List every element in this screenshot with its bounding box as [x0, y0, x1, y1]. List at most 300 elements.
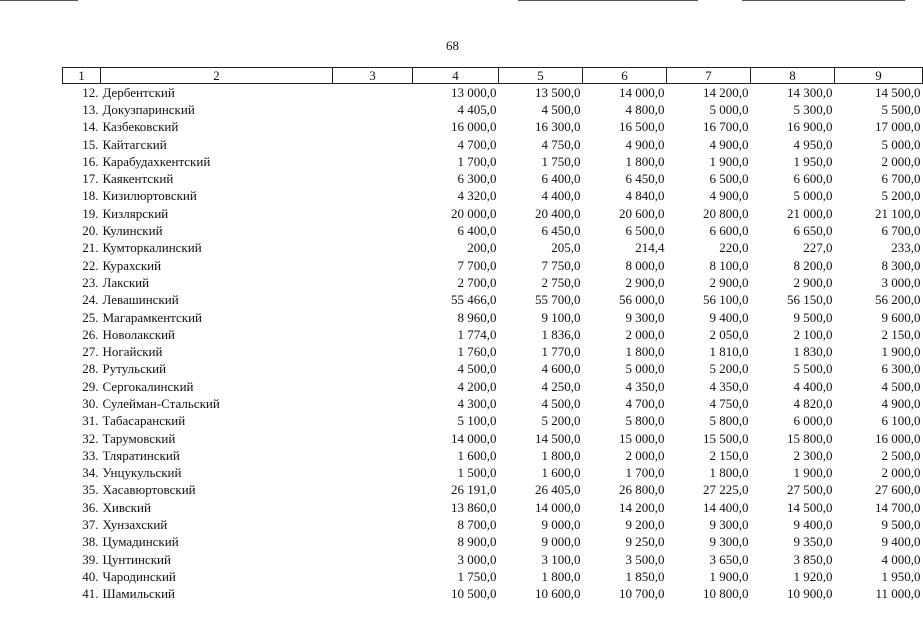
value-cell: 13 000,0: [451, 84, 497, 100]
district-name: Тляратинский: [102, 447, 180, 463]
value-cell: 14 200,0: [619, 499, 665, 515]
table-row: [63, 343, 923, 360]
district-name: Кулинский: [102, 223, 163, 239]
value-cell: 3 000,0: [881, 274, 921, 290]
value-cell: 9 300,0: [709, 517, 749, 533]
value-cell: 2 050,0: [709, 326, 749, 342]
empty-cell: [333, 84, 413, 102]
value-cell: 6 700,0: [881, 171, 921, 187]
table-row: [63, 413, 923, 430]
value-cell: 56 200,0: [875, 292, 921, 308]
empty-cell: [333, 499, 413, 516]
value-cell: 4 000,0: [881, 551, 921, 567]
table-row: [63, 136, 923, 153]
value-cell: 5 000,0: [625, 361, 665, 377]
value-cell: 14 200,0: [703, 84, 749, 100]
value-cell: 6 400,0: [457, 223, 497, 239]
row-number: 28.: [82, 361, 99, 377]
district-name: Кайтагский: [102, 136, 167, 152]
value-cell: 10 500,0: [451, 586, 497, 602]
table-row: [63, 188, 923, 205]
empty-cell: [333, 482, 413, 499]
value-cell: 6 300,0: [457, 171, 497, 187]
value-cell: 6 600,0: [793, 171, 833, 187]
table-row: [63, 586, 923, 603]
value-cell: 1 800,0: [625, 153, 665, 169]
value-cell: 2 000,0: [625, 447, 665, 463]
page-number: 68: [446, 38, 459, 53]
district-name: Кумторкалинский: [102, 240, 202, 256]
column-header: 8: [751, 68, 835, 84]
value-cell: 2 500,0: [881, 447, 921, 463]
value-cell: 7 750,0: [541, 257, 581, 273]
empty-cell: [333, 101, 413, 118]
value-cell: 21 000,0: [787, 205, 833, 221]
value-cell: 8 900,0: [457, 534, 497, 550]
value-cell: 27 500,0: [787, 482, 833, 498]
value-cell: 4 900,0: [625, 136, 665, 152]
value-cell: 1 836,0: [541, 326, 581, 342]
value-cell: 3 850,0: [793, 551, 833, 567]
column-header: 3: [333, 68, 413, 84]
empty-cell: [333, 274, 413, 291]
scan-edge-line: [742, 0, 905, 1]
value-cell: 55 466,0: [451, 292, 497, 308]
district-name: Шамильский: [102, 586, 175, 602]
value-cell: 27 600,0: [875, 482, 921, 498]
value-cell: 4 250,0: [541, 378, 581, 394]
table-row: [63, 361, 923, 378]
district-name: Сулейман-Стальский: [102, 395, 220, 411]
value-cell: 26 405,0: [535, 482, 581, 498]
value-cell: 8 100,0: [709, 257, 749, 273]
value-cell: 1 750,0: [457, 568, 497, 584]
empty-cell: [333, 257, 413, 274]
value-cell: 2 300,0: [793, 447, 833, 463]
value-cell: 9 200,0: [625, 517, 665, 533]
value-cell: 3 650,0: [709, 551, 749, 567]
value-cell: 4 900,0: [881, 395, 921, 411]
value-cell: 9 400,0: [709, 309, 749, 325]
value-cell: 6 600,0: [709, 223, 749, 239]
table-row: [63, 534, 923, 551]
value-cell: 4 950,0: [793, 136, 833, 152]
value-cell: 4 820,0: [793, 395, 833, 411]
value-cell: 9 100,0: [541, 309, 581, 325]
value-cell: 2 700,0: [457, 274, 497, 290]
value-cell: 16 300,0: [535, 119, 581, 135]
value-cell: 7 700,0: [457, 257, 497, 273]
value-cell: 9 300,0: [709, 534, 749, 550]
district-name: Кизилюртовский: [102, 188, 197, 204]
value-cell: 16 000,0: [875, 430, 921, 446]
table-row: [63, 326, 923, 343]
value-cell: 13 860,0: [451, 499, 497, 515]
value-cell: 233,0: [891, 240, 921, 256]
value-cell: 20 000,0: [451, 205, 497, 221]
table-row: [63, 153, 923, 170]
value-cell: 9 600,0: [881, 309, 921, 325]
value-cell: 8 300,0: [881, 257, 921, 273]
empty-cell: [333, 240, 413, 257]
value-cell: 55 700,0: [535, 292, 581, 308]
district-name: Докузпаринский: [102, 101, 195, 117]
row-number: 13.: [82, 101, 99, 117]
value-cell: 4 200,0: [457, 378, 497, 394]
value-cell: 56 100,0: [703, 292, 749, 308]
district-name: Сергокалинский: [102, 378, 194, 394]
value-cell: 9 500,0: [881, 517, 921, 533]
district-name: Хасавюртовский: [102, 482, 196, 498]
empty-cell: [333, 292, 413, 309]
value-cell: 5 000,0: [881, 136, 921, 152]
value-cell: 3 000,0: [457, 551, 497, 567]
value-cell: 1 950,0: [793, 153, 833, 169]
row-number: 34.: [82, 465, 99, 481]
value-cell: 16 700,0: [703, 119, 749, 135]
row-number: 31.: [82, 413, 99, 429]
value-cell: 6 450,0: [541, 223, 581, 239]
value-cell: 10 900,0: [787, 586, 833, 602]
table-row: [63, 101, 923, 118]
table-row: [63, 430, 923, 447]
value-cell: 6 700,0: [881, 223, 921, 239]
value-cell: 3 100,0: [541, 551, 581, 567]
value-cell: 14 500,0: [787, 499, 833, 515]
value-cell: 6 300,0: [881, 361, 921, 377]
row-number: 41.: [82, 586, 99, 602]
table-row: [63, 257, 923, 274]
value-cell: 2 750,0: [541, 274, 581, 290]
row-number: 23.: [82, 274, 99, 290]
value-cell: 27 225,0: [703, 482, 749, 498]
district-name: Лакский: [102, 274, 150, 290]
value-cell: 8 700,0: [457, 517, 497, 533]
row-number: 26.: [82, 326, 99, 342]
table-row: [63, 447, 923, 464]
value-cell: 9 000,0: [541, 517, 581, 533]
empty-cell: [333, 153, 413, 170]
row-number: 20.: [82, 223, 99, 239]
row-number: 19.: [82, 205, 99, 221]
row-number: 30.: [82, 395, 99, 411]
empty-cell: [333, 119, 413, 136]
value-cell: 205,0: [551, 240, 581, 256]
value-cell: 4 700,0: [625, 395, 665, 411]
value-cell: 17 000,0: [875, 119, 921, 135]
value-cell: 5 800,0: [709, 413, 749, 429]
row-number: 24.: [82, 292, 99, 308]
scan-edge-line: [518, 0, 698, 1]
value-cell: 1 900,0: [881, 344, 921, 360]
value-cell: 2 900,0: [793, 274, 833, 290]
value-cell: 6 650,0: [793, 223, 833, 239]
value-cell: 6 400,0: [541, 171, 581, 187]
value-cell: 1 920,0: [793, 568, 833, 584]
row-number: 29.: [82, 378, 99, 394]
table-row: [63, 551, 923, 568]
value-cell: 1 810,0: [709, 344, 749, 360]
table-row: [63, 170, 923, 187]
value-cell: 16 900,0: [787, 119, 833, 135]
table-row: [63, 205, 923, 222]
value-cell: 1 500,0: [457, 465, 497, 481]
row-number: 33.: [82, 447, 99, 463]
district-name: Кизлярский: [102, 205, 169, 221]
value-cell: 1 760,0: [457, 344, 497, 360]
value-cell: 9 500,0: [793, 309, 833, 325]
value-cell: 5 200,0: [541, 413, 581, 429]
row-number: 39.: [82, 551, 99, 567]
value-cell: 4 600,0: [541, 361, 581, 377]
value-cell: 2 100,0: [793, 326, 833, 342]
value-cell: 4 300,0: [457, 395, 497, 411]
district-name: Магарамкентский: [102, 309, 202, 325]
district-name: Тарумовский: [102, 430, 176, 446]
value-cell: 4 320,0: [457, 188, 497, 204]
row-number: 21.: [82, 240, 99, 256]
empty-cell: [333, 568, 413, 585]
value-cell: 1 700,0: [457, 153, 497, 169]
empty-cell: [333, 465, 413, 482]
value-cell: 214,4: [635, 240, 665, 256]
column-header: 9: [835, 68, 923, 84]
value-cell: 4 840,0: [625, 188, 665, 204]
value-cell: 6 100,0: [881, 413, 921, 429]
row-number: 18.: [82, 188, 99, 204]
empty-cell: [333, 413, 413, 430]
row-number: 35.: [82, 482, 99, 498]
value-cell: 5 200,0: [881, 188, 921, 204]
value-cell: 2 900,0: [625, 274, 665, 290]
column-header: 7: [667, 68, 751, 84]
value-cell: 11 000,0: [875, 586, 921, 602]
scan-edge-line: [0, 0, 78, 1]
table-row: [63, 395, 923, 412]
empty-cell: [333, 447, 413, 464]
value-cell: 5 200,0: [709, 361, 749, 377]
value-cell: 56 150,0: [787, 292, 833, 308]
district-name: Дербентский: [102, 84, 175, 100]
value-cell: 2 150,0: [881, 326, 921, 342]
row-number: 36.: [82, 499, 99, 515]
value-cell: 8 000,0: [625, 257, 665, 273]
table-row: [63, 222, 923, 239]
column-header: 6: [583, 68, 667, 84]
value-cell: 4 400,0: [541, 188, 581, 204]
value-cell: 8 960,0: [457, 309, 497, 325]
value-cell: 56 000,0: [619, 292, 665, 308]
value-cell: 4 700,0: [457, 136, 497, 152]
value-cell: 13 500,0: [535, 84, 581, 100]
district-name: Рутульский: [102, 361, 167, 377]
value-cell: 4 900,0: [709, 188, 749, 204]
value-cell: 14 000,0: [451, 430, 497, 446]
value-cell: 10 600,0: [535, 586, 581, 602]
district-name: Карабудахкентский: [102, 153, 211, 169]
value-cell: 6 450,0: [625, 171, 665, 187]
value-cell: 15 500,0: [703, 430, 749, 446]
empty-cell: [333, 430, 413, 447]
value-cell: 4 750,0: [709, 395, 749, 411]
value-cell: 14 400,0: [703, 499, 749, 515]
district-name: Новолакский: [102, 326, 176, 342]
value-cell: 1 800,0: [709, 465, 749, 481]
row-number: 27.: [82, 344, 99, 360]
district-name: Курахский: [102, 257, 162, 273]
empty-cell: [333, 205, 413, 222]
value-cell: 1 774,0: [457, 326, 497, 342]
value-cell: 9 250,0: [625, 534, 665, 550]
value-cell: 8 200,0: [793, 257, 833, 273]
column-header: 4: [413, 68, 499, 84]
value-cell: 1 950,0: [881, 568, 921, 584]
value-cell: 15 000,0: [619, 430, 665, 446]
table-body: [63, 84, 923, 603]
value-cell: 4 500,0: [457, 361, 497, 377]
value-cell: 4 900,0: [709, 136, 749, 152]
value-cell: 2 900,0: [709, 274, 749, 290]
value-cell: 5 500,0: [881, 101, 921, 117]
row-number: 17.: [82, 171, 99, 187]
value-cell: 1 800,0: [625, 344, 665, 360]
empty-cell: [333, 343, 413, 360]
value-cell: 4 500,0: [541, 395, 581, 411]
district-name: Каякентский: [102, 171, 174, 187]
value-cell: 1 900,0: [709, 568, 749, 584]
table-row: [63, 119, 923, 136]
row-number: 40.: [82, 568, 99, 584]
table-row: [63, 309, 923, 326]
empty-cell: [333, 326, 413, 343]
empty-cell: [333, 395, 413, 412]
table-row: [63, 274, 923, 291]
value-cell: 2 000,0: [881, 153, 921, 169]
district-name: Цунтинский: [102, 551, 171, 567]
empty-cell: [333, 516, 413, 533]
empty-cell: [333, 378, 413, 395]
value-cell: 1 600,0: [541, 465, 581, 481]
empty-cell: [333, 222, 413, 239]
value-cell: 4 750,0: [541, 136, 581, 152]
empty-cell: [333, 188, 413, 205]
district-name: Цумадинский: [102, 534, 179, 550]
value-cell: 9 400,0: [793, 517, 833, 533]
value-cell: 4 350,0: [709, 378, 749, 394]
value-cell: 1 800,0: [541, 568, 581, 584]
value-cell: 14 300,0: [787, 84, 833, 100]
value-cell: 227,0: [803, 240, 833, 256]
value-cell: 1 600,0: [457, 447, 497, 463]
empty-cell: [333, 551, 413, 568]
table-row: [63, 568, 923, 585]
table-row: [63, 240, 923, 257]
value-cell: 1 830,0: [793, 344, 833, 360]
district-name: Хунзахский: [102, 517, 168, 533]
empty-cell: [333, 170, 413, 187]
district-name: Чародинский: [102, 568, 176, 584]
value-cell: 5 300,0: [793, 101, 833, 117]
table-row: [63, 378, 923, 395]
row-number: 15.: [82, 136, 99, 152]
row-number: 22.: [82, 257, 99, 273]
district-name: Ногайский: [102, 344, 163, 360]
empty-cell: [333, 136, 413, 153]
value-cell: 14 500,0: [535, 430, 581, 446]
value-cell: 10 700,0: [619, 586, 665, 602]
value-cell: 5 000,0: [793, 188, 833, 204]
value-cell: 4 400,0: [793, 378, 833, 394]
value-cell: 5 100,0: [457, 413, 497, 429]
empty-cell: [333, 309, 413, 326]
value-cell: 4 800,0: [625, 101, 665, 117]
value-cell: 10 800,0: [703, 586, 749, 602]
value-cell: 20 800,0: [703, 205, 749, 221]
column-header: 2: [101, 68, 333, 84]
table-row: [63, 499, 923, 516]
value-cell: 6 500,0: [709, 171, 749, 187]
value-cell: 2 150,0: [709, 447, 749, 463]
column-header: 1: [63, 68, 101, 84]
row-number: 12.: [82, 84, 99, 100]
value-cell: 1 900,0: [709, 153, 749, 169]
row-number: 25.: [82, 309, 99, 325]
value-cell: 5 000,0: [709, 101, 749, 117]
district-name: Унцукульский: [102, 465, 182, 481]
value-cell: 1 750,0: [541, 153, 581, 169]
value-cell: 14 000,0: [535, 499, 581, 515]
row-number: 37.: [82, 517, 99, 533]
value-cell: 9 300,0: [625, 309, 665, 325]
value-cell: 1 900,0: [793, 465, 833, 481]
value-cell: 4 350,0: [625, 378, 665, 394]
value-cell: 220,0: [719, 240, 749, 256]
value-cell: 20 600,0: [619, 205, 665, 221]
value-cell: 3 500,0: [625, 551, 665, 567]
district-name: Хивский: [102, 499, 151, 515]
data-table: [62, 67, 923, 603]
table-row: [63, 482, 923, 499]
value-cell: 2 000,0: [881, 465, 921, 481]
empty-cell: [333, 361, 413, 378]
value-cell: 21 100,0: [875, 205, 921, 221]
table-row: [63, 84, 923, 102]
value-cell: 1 700,0: [625, 465, 665, 481]
empty-cell: [333, 586, 413, 603]
value-cell: 1 850,0: [625, 568, 665, 584]
value-cell: 6 000,0: [793, 413, 833, 429]
value-cell: 2 000,0: [625, 326, 665, 342]
header-row: [63, 68, 923, 84]
empty-cell: [333, 534, 413, 551]
district-name: Табасаранский: [102, 413, 186, 429]
row-number: 38.: [82, 534, 99, 550]
value-cell: 14 500,0: [875, 84, 921, 100]
table-row: [63, 516, 923, 533]
value-cell: 26 191,0: [451, 482, 497, 498]
value-cell: 16 000,0: [451, 119, 497, 135]
value-cell: 5 800,0: [625, 413, 665, 429]
column-header: 5: [499, 68, 583, 84]
district-name: Левашинский: [102, 292, 179, 308]
value-cell: 6 500,0: [625, 223, 665, 239]
value-cell: 200,0: [467, 240, 497, 256]
value-cell: 4 500,0: [881, 378, 921, 394]
value-cell: 4 500,0: [541, 101, 581, 117]
district-name: Казбековский: [102, 119, 179, 135]
value-cell: 5 500,0: [793, 361, 833, 377]
value-cell: 9 000,0: [541, 534, 581, 550]
